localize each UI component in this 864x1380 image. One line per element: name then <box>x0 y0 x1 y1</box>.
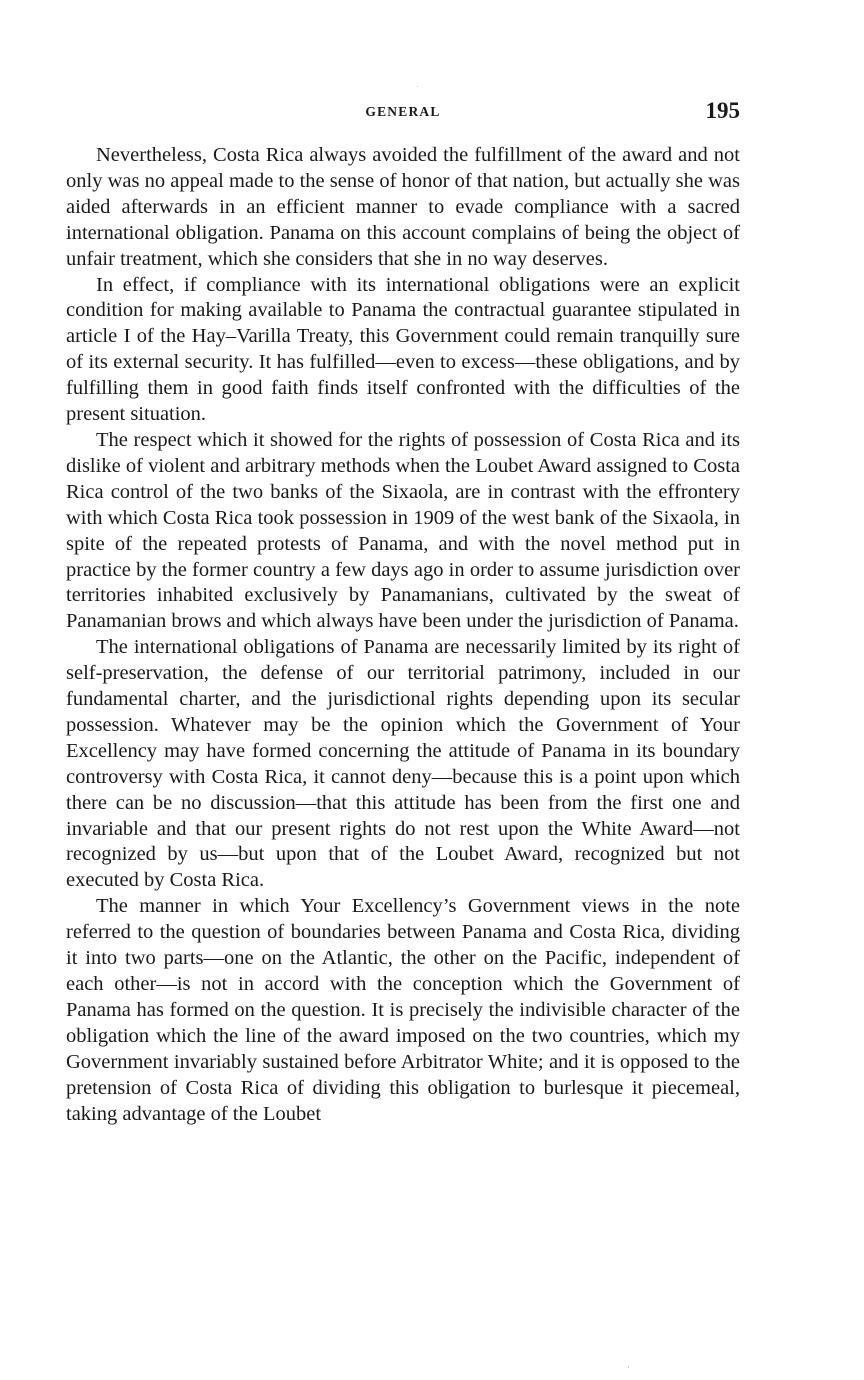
paragraph-4: The international obligations of Panama are necessarily limited by its right of self-preservation, the defense of our territorial patrimony, included in our fundamental charter, and the jurisdictional rights depending upon its secular possession. Whatever may be the opinion which the Government of Your Excellency may have formed concerning the attitude of Panama in its boundary controversy with Costa Rica, it cannot deny—because this is a point upon which there can be no discussion—that this attitude has been from the first one and invariable and that our present rights do not rest upon the White Award—not recognized by us—but upon that of the Loubet Award, recognized but not executed by Costa Rica. <box>66 636 740 892</box>
section-title: GENERAL <box>365 104 441 119</box>
scan-speck-top <box>417 86 418 87</box>
body-text <box>66 143 740 1127</box>
paragraph-5: The manner in which Your Excellency’s Government views in the note referred to the question of boundaries between Panama and Costa Rica, dividing it into two parts—one on the Atlantic, the other on the Pacific, independent of each other—is not in accord with the conception which the Government of Panama has formed on the question. It is precisely the indivisible character of the obligation which the line of the award imposed on the two countries, which my Government invariably sustained before Arbitrator White; and it is opposed to the pretension of Costa Rica of dividing this obligation to burlesque it piecemeal, taking advantage of the Loubet <box>66 895 740 1125</box>
paragraph-2: In effect, if compliance with its international obligations were an explicit condition for making available to Panama the contractual guarantee stipulated in article I of the Hay–Varilla Treaty, this Government could remain tranquilly sure of its external security. It has fulfilled—even to excess—these obligations, and by fulfilling them in good faith finds itself confronted with the difficulties of the present situation. <box>66 273 740 426</box>
running-head <box>66 98 740 130</box>
page-number: 195 <box>705 98 740 123</box>
paragraph-1: Nevertheless, Costa Rica always avoided the fulfillment of the award and not only was no appeal made to the sense of honor of that nation, but actually she was aided afterwards in an efficient manner to evade compliance with a sacred international obligation. Panama on this account complains of being the object of unfair treatment, which she considers that she in no way deserves. <box>66 144 740 270</box>
scan-speck-bottom <box>628 1366 629 1368</box>
paragraph-3: The respect which it showed for the rights of possession of Costa Rica and its dislike of violent and arbitrary methods when the Loubet Award assigned to Costa Rica control of the two banks of the Sixaola, are in contrast with the effrontery with which Costa Rica took possession in 1909 of the west bank of the Sixaola, in spite of the repeated protests of Panama, and with the novel method put in practice by the former country a few days ago in order to assume jurisdiction over territories inhabited exclusively by Panamanians, cultivated by the sweat of Panamanian brows and which always have been under the jurisdiction of Panama. <box>66 428 740 633</box>
